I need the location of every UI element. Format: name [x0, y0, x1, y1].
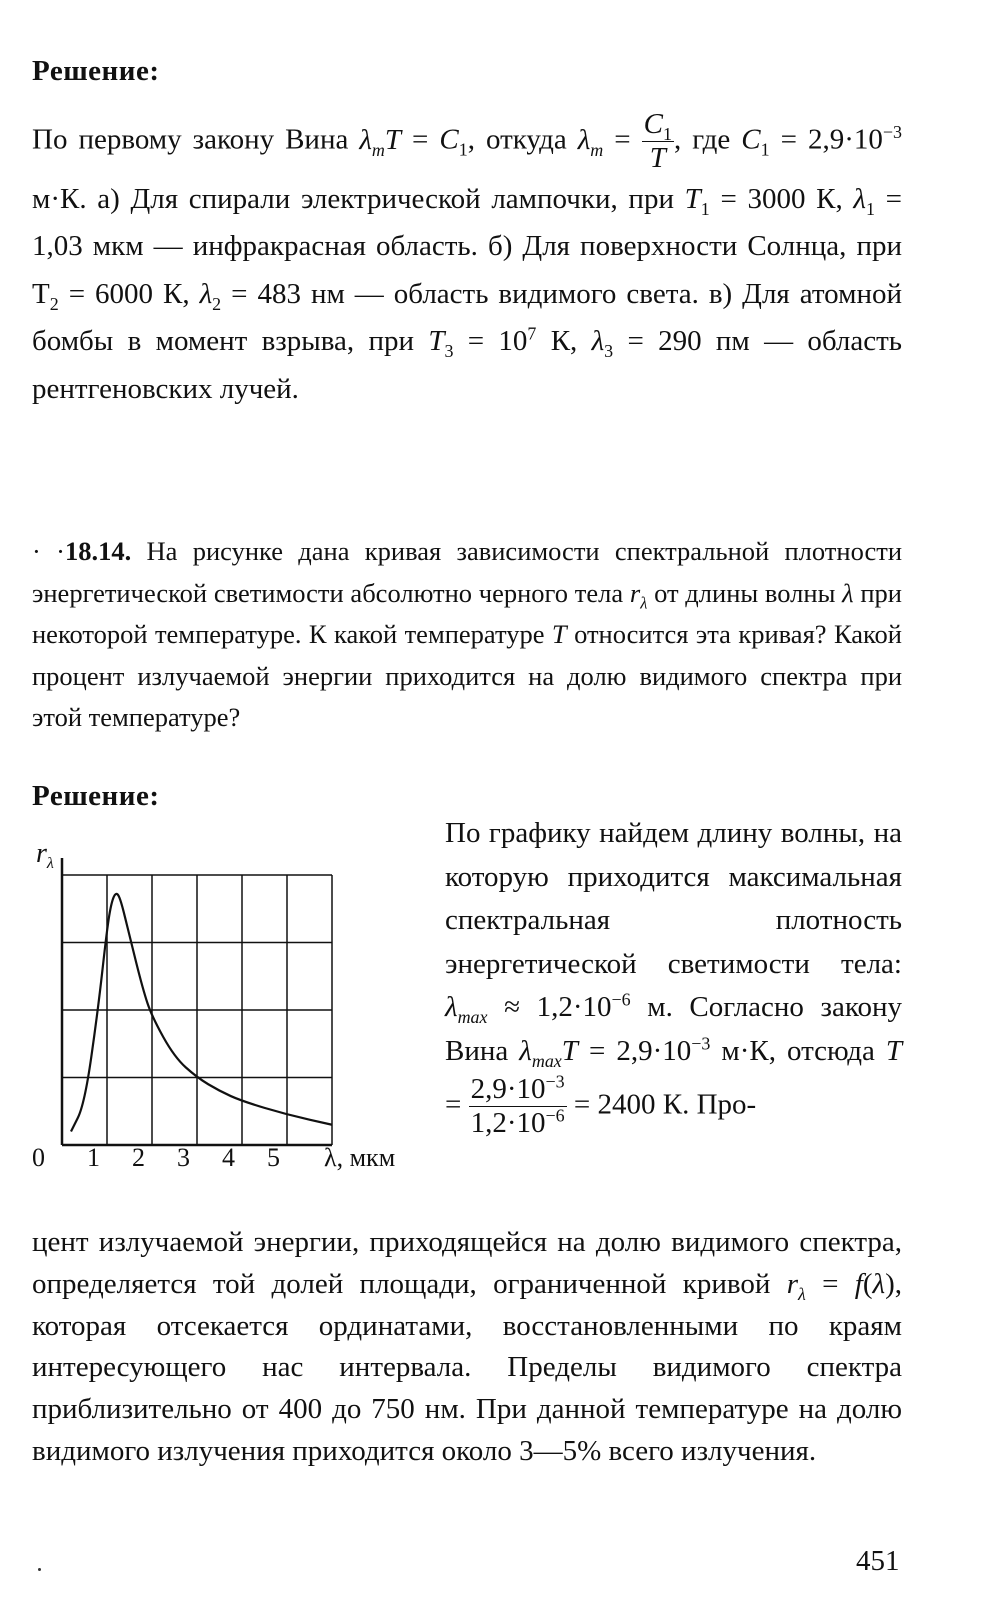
x-tick-label: 2	[132, 1143, 145, 1172]
paragraph-visible-fraction: цент излучаемой энергии, приходящейся на долю видимого спектра, определяется той долей площади, ограниченной кривой $r_\lambda = f(\lambda)$, которая отсекается ординатами, восстановленными по краям интересующего нас интервала. Пределы видимого спектра приблизительно от 400 до 750 нм. При данной температуре на долю видимого излучения приходится около 3—5% всего излучения.	[32, 1226, 902, 1467]
problem-number: 18.14.	[64, 536, 132, 566]
solution-heading: Решение:	[32, 55, 160, 87]
solution-heading-2: Решение:	[32, 780, 160, 812]
y-axis-label: $r_\lambda$	[36, 838, 54, 872]
paragraph-graph-analysis: По графику найдем длину волны, на которую приходится максимальная спектральная плотность энергетической светимости тела: $\lambda_{max} \approx 1,2\cdot 10^{-6}$ м. Согласно закону Вина $\lambda_{max}T = 2,9\cdot 10^{-3}$ м·К, отсюда T = $\frac{2,9\cdot 10^{-3}}{1,2\cdot 10^{-6}}$ = 2400 К. Про-	[445, 817, 902, 1140]
x-tick-label: 4	[222, 1143, 235, 1172]
graph-grid	[62, 875, 332, 1145]
page-number: 451	[856, 1545, 900, 1577]
x-tick-label: 3	[177, 1143, 190, 1172]
x-tick-label: 5	[267, 1143, 280, 1172]
scan-speck	[38, 1568, 41, 1571]
problem-18-14: · ·18.14. На рисунке дана кривая зависимости спектральной плотности энергетической светимости абсолютно черного тела $r_\lambda$ от длины волны λ при некоторой температуре. К какой температуре T относится эта кривая? Какой процент излучаемой энергии приходится на долю видимого спектра при этой температуре?	[32, 536, 903, 732]
paragraph-wien-law: По первому закону Вина $\lambda_mT = C_1$, откуда $\lambda_m$ = $\frac{C_1}{T}$ , где $C_1 = 2,9\cdot 10^{-3}$ м·К. а) Для спирали электрической лампочки, при $T_1 = 3000$ К, $\lambda_1 = 1,03$ мкм — инфракрасная область. б) Для поверхности Солнца, при $T_2 = 6000$ К, $\lambda_2 = 483$ нм — область видимого света. в) Для атомной бомбы в момент взрыва, при $T_3 = 10^7$ К, $\lambda_3 = 290$ пм — область рентгеновских лучей.	[32, 108, 903, 405]
spectral-density-graph	[32, 830, 442, 1200]
spectral-curve	[71, 894, 332, 1132]
x-tick-label: 0	[32, 1143, 45, 1172]
x-axis-unit-label: λ, мкм	[324, 1143, 396, 1172]
x-tick-label: 1	[87, 1143, 100, 1172]
